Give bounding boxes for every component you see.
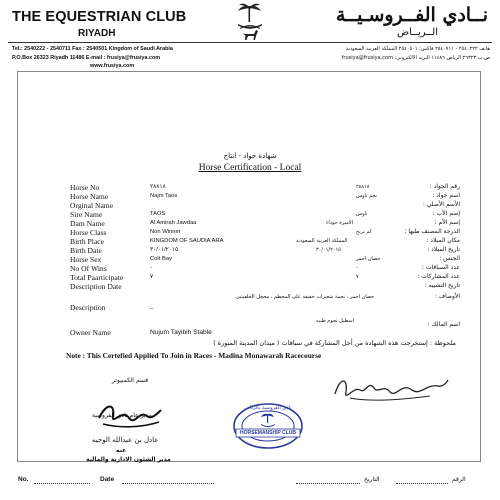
director-on-behalf-ar: عنه <box>116 447 127 454</box>
field-label-ar: الجنس : <box>439 255 460 262</box>
field-value: TAOS <box>150 211 166 217</box>
footer-date-label: Date <box>100 476 115 483</box>
certificate-title: Horse Certification - Local <box>198 163 302 173</box>
field-value: Colt Bay <box>150 256 172 262</box>
field-label-ar: الأسم الأصلي : <box>422 201 460 208</box>
field-value-ar: الاميرة جوداء <box>326 220 354 226</box>
director-dept-ar: مدير الشئون الادارية والمالية <box>86 456 171 463</box>
field-label-ar: عدد السباقات : <box>421 264 460 271</box>
footer-no-line <box>34 483 90 484</box>
footer-date-ar-label: التاريخ <box>364 476 380 483</box>
field-label-ar: اسم جواد : <box>432 192 460 199</box>
field-value: - <box>150 265 152 271</box>
contact-en-2: P.O.Box 26323 Riyadh 11486 E-mail : frusiya@frusiya.com <box>12 55 161 61</box>
header-rule <box>8 42 492 43</box>
description-value: _ <box>150 304 154 310</box>
field-label-ar: تاريخ التشبيه : <box>424 282 460 289</box>
field-label: Horse Class <box>70 228 107 237</box>
field-value: Non Winner <box>150 229 181 235</box>
footer-date-ar-line <box>296 483 360 484</box>
club-name-ar: نــادي الفــروسـيــة <box>335 4 488 26</box>
owner-value: Nujum Tayibih Stable <box>150 329 212 336</box>
field-label: Birth Date <box>70 246 102 255</box>
club-city-en: RIYADH <box>78 28 116 39</box>
contact-ar-1: هاتف ٢٥٤٠٢٢٢ - ٢٥٤٠٧١١ فاكس: ٢٥٤٠٥٠١ المملكة العربية السعودية <box>345 46 490 52</box>
stamp-text-ar: نادي الفروسية بالرياض <box>244 405 292 411</box>
field-label: Total Paarticipate <box>70 273 124 282</box>
field-label: Horse No <box>70 183 100 192</box>
footer-date-line <box>122 483 214 484</box>
field-value: Najm Taos <box>150 193 178 199</box>
club-logo-icon <box>226 2 274 42</box>
field-value: ٢٨٨١٨ <box>150 184 166 190</box>
footer-no-ar-line <box>396 483 448 484</box>
field-label-ar: رقم الجواد : <box>429 183 460 190</box>
owner-label-ar: اسم المالك : <box>427 321 460 328</box>
field-label: Dam Name <box>70 219 105 228</box>
field-value-ar: تاوس <box>356 211 368 217</box>
description-label: Description <box>70 303 106 312</box>
field-label-ar: إسم الأم : <box>434 219 460 226</box>
field-value-ar: لم تربح <box>356 229 372 235</box>
contact-en-3: www.frusiya.com <box>90 63 135 69</box>
footer-no-ar-label: الرقم <box>452 476 466 483</box>
field-label: Orginal Name <box>70 201 114 210</box>
field-label: No Of Wins <box>70 264 107 273</box>
note-ar: ملحوظة : إستخرجت هذه الشهادة من أجل المشاركة في سباقات ( ميدان المدينة المنورة ) <box>213 339 456 347</box>
director-title-ar: مدير عام نادي الفروسية <box>92 412 152 419</box>
contact-en-1: Tel.: 2540222 - 2540711 Fax : 2540501 Kingdom of Saudi Arabia <box>12 46 173 52</box>
field-label-ar: الدرجة المصنف طبها : <box>404 228 460 235</box>
field-label-ar: إسم الأب : <box>432 210 460 217</box>
field-value-ar: حصان احمر <box>356 256 381 262</box>
field-value-ar: - <box>356 265 358 271</box>
field-value: Al Amirah Jawdaa <box>150 220 197 226</box>
computer-dept-label: قسم الكمبيوتر <box>112 377 149 384</box>
description-value-ar: حصان احمر ، نجمة شعيرات خفيفه على المخطم ، محجل الخلفيتين <box>236 294 375 300</box>
field-label: Description Date <box>70 282 122 291</box>
stamp-text-en: HORSEMANSHIP CLUB <box>240 430 297 436</box>
field-label-ar: عدد المشاركات : <box>417 273 460 280</box>
field-label: Birth Place <box>70 237 104 246</box>
field-value-ar: ٢٨٨١٨ <box>356 184 370 190</box>
field-value-ar: نجم تاوس <box>356 193 377 199</box>
note-en: Note : This Certefied Applied To Join in Races - Madina Monawarah Racecourse <box>66 351 322 360</box>
contact-ar-2: ص.ب ٢٦٣٢٣ الرياض ١١٤٨٦ البريد الالكتروني: frusiya@frusiya.com <box>341 55 490 61</box>
director-name-ar: عادل بن عبدالله الوجيه <box>92 436 159 444</box>
description-label-ar: الأوصاف : <box>434 293 460 300</box>
footer-no-label: No. <box>18 476 29 483</box>
field-label: Sire Name <box>70 210 103 219</box>
field-value: KINGDOM OF SAUDIA ARA <box>150 238 224 244</box>
field-value-ar: المملكة العربية السعودية <box>296 238 348 244</box>
club-name-en: THE EQUESTRIAN CLUB <box>12 9 187 25</box>
field-label: Horse Name <box>70 192 109 201</box>
field-label-ar: مكان الميلاد : <box>426 237 460 244</box>
field-value-ar: ٧ <box>356 274 359 280</box>
field-value-ar: ٣٠/٠١/٢٠١٥ <box>316 247 341 253</box>
owner-label: Owner Name <box>70 328 111 337</box>
field-label: Horse Sex <box>70 255 102 264</box>
field-value: ٧ <box>150 274 154 280</box>
club-city-ar: الــريــاض <box>397 27 438 38</box>
field-label-ar: تاريخ الميلاد : <box>427 246 460 253</box>
certificate-title-ar: شهادة جواد - انتاج <box>223 152 277 160</box>
owner-value-ar: اسطبل نجوم طيبه <box>316 318 355 324</box>
signature-right <box>330 372 450 408</box>
field-value: ٣٠/٠١/٢٠١٥ <box>150 247 179 253</box>
